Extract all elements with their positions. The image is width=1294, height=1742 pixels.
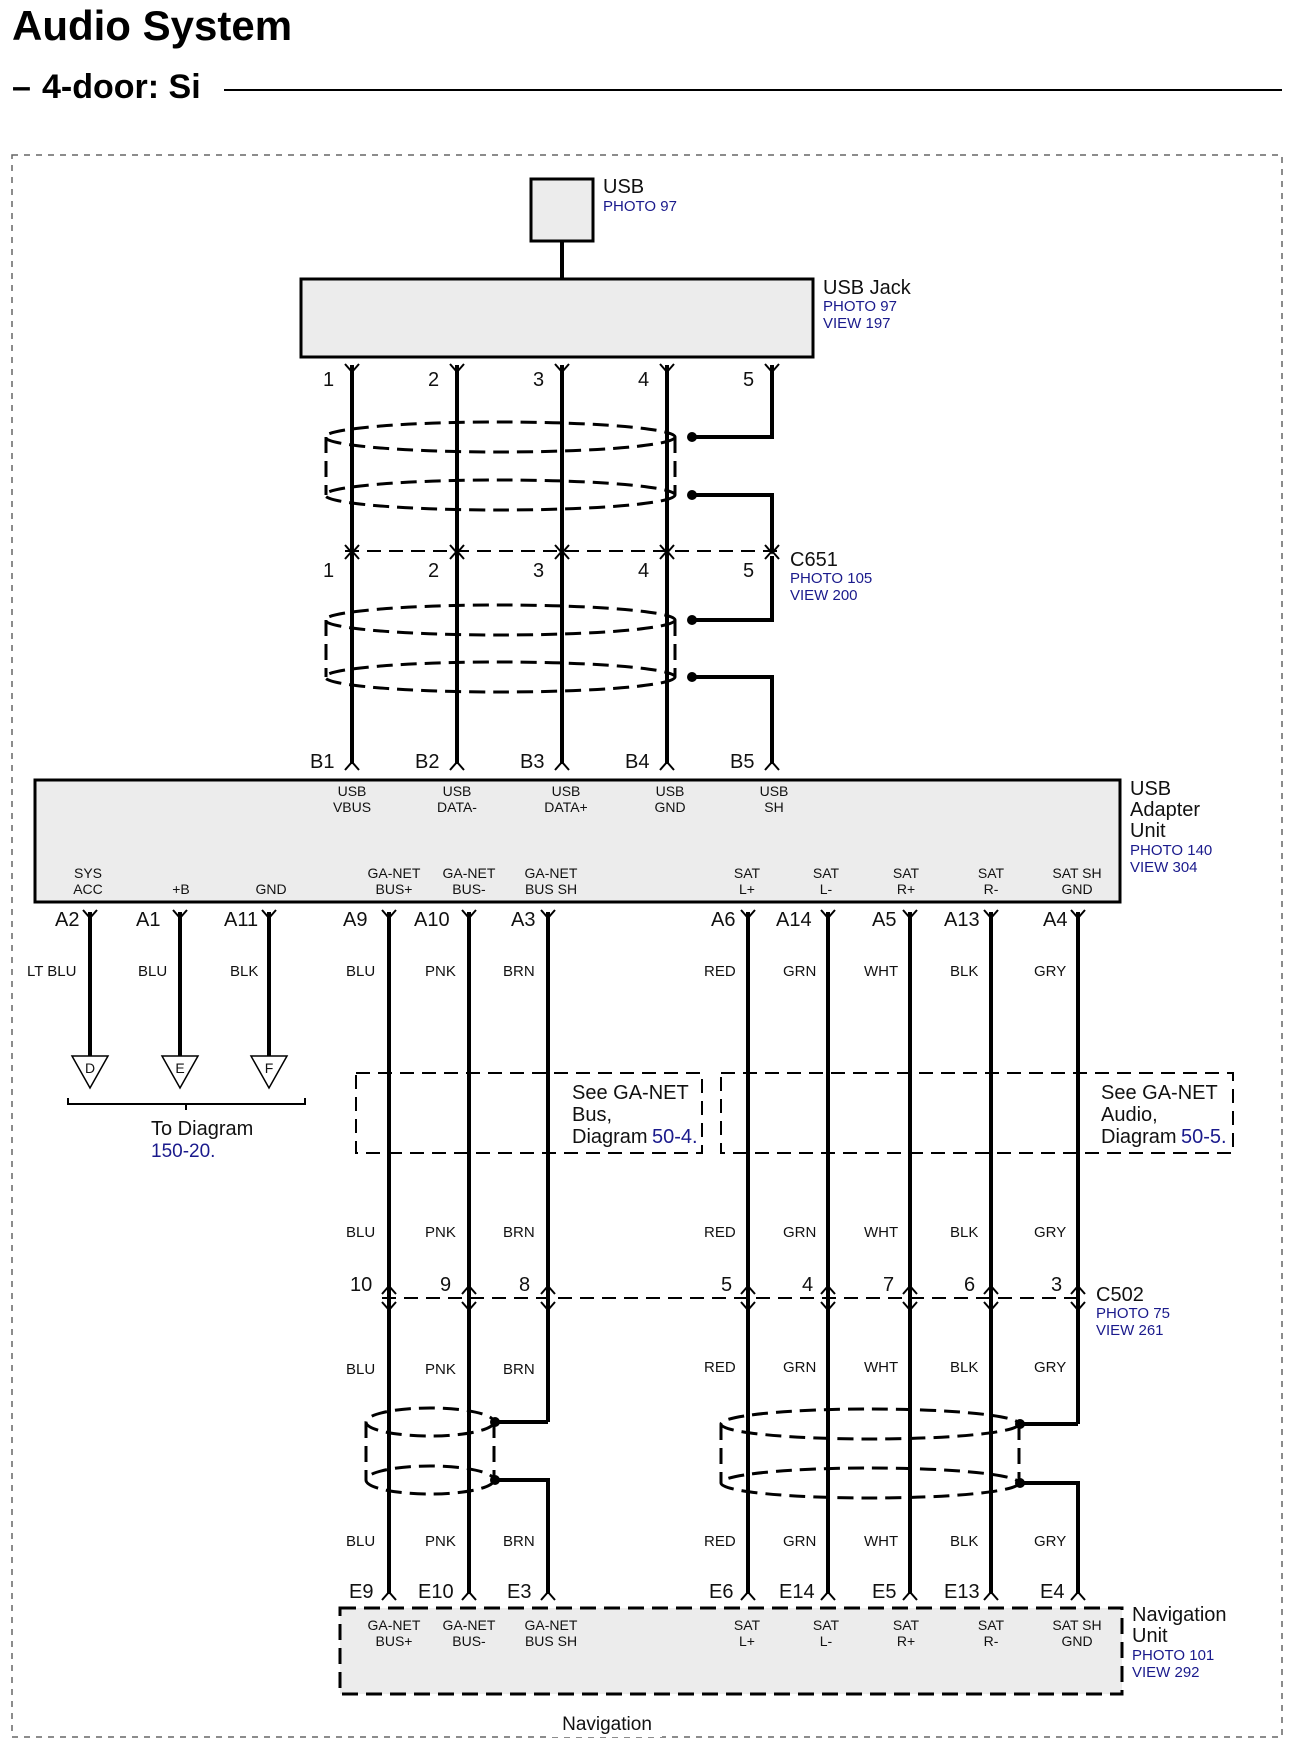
ga-net-audio-line2: Audio, xyxy=(1101,1104,1158,1126)
c502-view-ref: VIEW 261 xyxy=(1096,1322,1164,1339)
wire-color: BRN xyxy=(503,963,535,980)
wire-color: RED xyxy=(704,1533,736,1550)
ga-net-bus-line2: Bus, xyxy=(572,1104,613,1126)
wire-color: BLU xyxy=(346,963,376,980)
adapter-pin: A5 xyxy=(872,909,897,931)
c651-pin: 3 xyxy=(533,560,545,582)
c651-photo-ref: PHOTO 105 xyxy=(790,570,873,587)
wire-color: BLK xyxy=(950,963,979,980)
adapter-term: GND xyxy=(1061,881,1093,897)
adapter-term: USB xyxy=(442,783,472,799)
c502-pin: 6 xyxy=(964,1274,976,1296)
nav-label-2: Unit xyxy=(1132,1625,1168,1647)
usb-shield-upper xyxy=(325,422,697,510)
wire-colors-lower-2 xyxy=(346,1533,1066,1550)
wire-color: BRN xyxy=(503,1361,535,1378)
nav-pin: E4 xyxy=(1040,1581,1065,1603)
nav-pins xyxy=(349,1581,1064,1603)
usb-photo-ref: PHOTO 97 xyxy=(603,198,677,215)
adapter-photo-ref: PHOTO 140 xyxy=(1130,842,1213,859)
nav-term: SAT xyxy=(892,1617,920,1633)
usb-drain-wire-upper xyxy=(692,365,772,437)
nav-term: SAT SH xyxy=(1052,1617,1102,1633)
wire-color: BLU xyxy=(346,1361,376,1378)
nav-pin: E10 xyxy=(418,1581,454,1603)
wire-colors-mid xyxy=(346,1224,1066,1241)
adapter-term: R+ xyxy=(896,881,916,897)
adapter-pin: A10 xyxy=(414,909,450,931)
c502-pin: 4 xyxy=(802,1274,814,1296)
c651-pins xyxy=(323,560,754,582)
adapter-term: GA-NET xyxy=(524,865,578,881)
wire-color: PNK xyxy=(425,1361,456,1378)
adapter-pin: A2 xyxy=(55,909,80,931)
adapter-term: BUS+ xyxy=(375,881,413,897)
usb-jack-pin: 5 xyxy=(743,369,755,391)
wire-color: WHT xyxy=(864,1359,899,1376)
ga-net-audio-ref: 50-5. xyxy=(1181,1126,1227,1148)
nav-term: GND xyxy=(1061,1633,1093,1649)
ga-net-bus-ref: 50-4. xyxy=(652,1126,698,1148)
adapter-term: ACC xyxy=(73,881,103,897)
adapter-term: USB xyxy=(551,783,581,799)
nav-photo-ref: PHOTO 101 xyxy=(1132,1647,1215,1664)
nav-label-1: Navigation xyxy=(1132,1604,1227,1626)
adapter-pin: A4 xyxy=(1043,909,1068,931)
nav-term: SAT xyxy=(812,1617,840,1633)
page-subtitle-dash: – xyxy=(12,68,31,106)
adapter-pin: B2 xyxy=(415,751,440,773)
adapter-term: GA-NET xyxy=(367,865,421,881)
nav-pin: E5 xyxy=(872,1581,897,1603)
adapter-pin: A11 xyxy=(224,909,259,931)
nav-term: GA-NET xyxy=(442,1617,496,1633)
wire-color: GRN xyxy=(783,963,817,980)
c502-pin: 3 xyxy=(1051,1274,1063,1296)
adapter-term: DATA+ xyxy=(544,799,588,815)
c502-pin: 8 xyxy=(519,1274,531,1296)
adapter-pin: A3 xyxy=(511,909,536,931)
nav-term: R+ xyxy=(896,1633,916,1649)
footer-navigation-label: Navigation xyxy=(562,1714,652,1735)
adapter-term: L+ xyxy=(739,881,755,897)
usb-drain-wire-mid xyxy=(692,495,772,553)
wire-color: GRN xyxy=(783,1359,817,1376)
offpage-letter-e: E xyxy=(175,1060,185,1076)
adapter-top-terminals xyxy=(345,762,779,770)
nav-term: GA-NET xyxy=(367,1617,421,1633)
nav-term: GA-NET xyxy=(524,1617,578,1633)
nav-pin: E6 xyxy=(709,1581,734,1603)
offpage-letter-d: D xyxy=(84,1060,96,1076)
c502-pin: 10 xyxy=(350,1274,373,1296)
adapter-pin: A1 xyxy=(136,909,161,931)
adapter-term: R- xyxy=(983,881,999,897)
nav-pin: E9 xyxy=(349,1581,374,1603)
adapter-term: USB xyxy=(759,783,789,799)
adapter-view-ref: VIEW 304 xyxy=(1130,859,1198,876)
ga-net-bus-shield xyxy=(366,1408,500,1494)
wire-color: GRY xyxy=(1034,963,1067,980)
c651-label: C651 xyxy=(790,549,838,571)
usb-jack-pins xyxy=(323,369,754,391)
nav-term: BUS+ xyxy=(375,1633,413,1649)
nav-term: L- xyxy=(819,1633,833,1649)
adapter-term: SH xyxy=(764,799,784,815)
sat-audio-shield xyxy=(721,1409,1025,1498)
offpage-letter-f: F xyxy=(264,1060,274,1076)
wire-colors-lower-1 xyxy=(346,1359,1066,1378)
c651-pin: 1 xyxy=(323,560,335,582)
nav-term: BUS- xyxy=(452,1633,486,1649)
usb-jack-pin: 3 xyxy=(533,369,545,391)
to-diagram-text: To Diagram xyxy=(151,1118,254,1140)
c502-pins xyxy=(350,1274,1062,1296)
adapter-term: DATA- xyxy=(437,799,477,815)
diagram-frame xyxy=(12,155,1282,1737)
adapter-term: BUS- xyxy=(452,881,486,897)
nav-term: SAT xyxy=(733,1617,761,1633)
wire-color: BLK xyxy=(230,963,259,980)
nav-term: BUS SH xyxy=(524,1633,578,1649)
wire-color: GRY xyxy=(1034,1359,1067,1376)
adapter-pin: B1 xyxy=(310,751,335,773)
adapter-pin: B5 xyxy=(730,751,755,773)
adapter-term: SAT SH xyxy=(1052,865,1102,881)
c651-pin: 4 xyxy=(638,560,650,582)
usb-jack-photo-ref: PHOTO 97 xyxy=(823,298,897,315)
usb-shield-lower xyxy=(325,605,697,692)
adapter-pin: A14 xyxy=(776,909,812,931)
adapter-term: SYS xyxy=(73,865,103,881)
c502-pin: 5 xyxy=(721,1274,733,1296)
offpage-bracket xyxy=(68,1098,305,1110)
c502-pin: 9 xyxy=(440,1274,452,1296)
ga-net-bus-line3: Diagram xyxy=(572,1126,648,1148)
adapter-term: VBUS xyxy=(332,799,372,815)
ga-net-audio-line3: Diagram xyxy=(1101,1126,1177,1148)
adapter-term: SAT xyxy=(977,865,1005,881)
wire-color: PNK xyxy=(425,963,456,980)
wire-color: BLU xyxy=(346,1533,376,1550)
adapter-term: GA-NET xyxy=(442,865,496,881)
usb-jack-pin: 4 xyxy=(638,369,650,391)
nav-pin: E14 xyxy=(779,1581,815,1603)
nav-view-ref: VIEW 292 xyxy=(1132,1664,1200,1681)
wire-color: WHT xyxy=(864,963,899,980)
nav-pin: E3 xyxy=(507,1581,532,1603)
nav-term: SAT xyxy=(977,1617,1005,1633)
wire-color: BLK xyxy=(950,1359,979,1376)
ga-net-bus-line1: See GA-NET xyxy=(572,1082,689,1104)
adapter-term: GND xyxy=(255,881,287,897)
adapter-term: SAT xyxy=(733,865,761,881)
usb-jack-pin: 2 xyxy=(428,369,440,391)
adapter-pin: A6 xyxy=(711,909,736,931)
adapter-term: L- xyxy=(819,881,833,897)
nav-term: R- xyxy=(983,1633,999,1649)
usb-jack-pin: 1 xyxy=(323,369,335,391)
adapter-term: USB xyxy=(655,783,685,799)
c651-pin: 5 xyxy=(743,560,755,582)
usb-drain-wire-lower-a xyxy=(692,556,772,620)
adapter-term: BUS SH xyxy=(524,881,578,897)
adapter-label-2: Adapter xyxy=(1130,799,1201,821)
adapter-term: GND xyxy=(654,799,686,815)
wire-color: BRN xyxy=(503,1533,535,1550)
wire-color: PNK xyxy=(425,1224,456,1241)
adapter-term: USB xyxy=(337,783,367,799)
c502-label: C502 xyxy=(1096,1284,1144,1306)
nav-term: L+ xyxy=(739,1633,755,1649)
wire-color: RED xyxy=(704,963,736,980)
wire-color: WHT xyxy=(864,1533,899,1550)
wire-color: PNK xyxy=(425,1533,456,1550)
wire-color: BLU xyxy=(138,963,168,980)
usb-jack-box xyxy=(301,279,813,357)
adapter-top-pins xyxy=(310,751,754,773)
wire-color: BLK xyxy=(950,1224,979,1241)
c651-pin: 2 xyxy=(428,560,440,582)
wire-color: GRY xyxy=(1034,1224,1067,1241)
wire-color: RED xyxy=(704,1359,736,1376)
c502-photo-ref: PHOTO 75 xyxy=(1096,1305,1170,1322)
to-diagram-ref: 150-20. xyxy=(151,1141,216,1162)
wire-color: BRN xyxy=(503,1224,535,1241)
wire-color: GRN xyxy=(783,1224,817,1241)
adapter-term: SAT xyxy=(812,865,840,881)
nav-pin: E13 xyxy=(944,1581,980,1603)
adapter-pin: B4 xyxy=(625,751,650,773)
wire-color: WHT xyxy=(864,1224,899,1241)
wire-color: GRY xyxy=(1034,1533,1067,1550)
adapter-pin: B3 xyxy=(520,751,545,773)
adapter-pin: A13 xyxy=(944,909,980,931)
adapter-term: SAT xyxy=(892,865,920,881)
c651-view-ref: VIEW 200 xyxy=(790,587,858,604)
usb-jack-label: USB Jack xyxy=(823,277,911,299)
wire-color: BLK xyxy=(950,1533,979,1550)
wire-color: LT BLU xyxy=(27,963,77,980)
wire-color: BLU xyxy=(346,1224,376,1241)
ga-net-audio-line1: See GA-NET xyxy=(1101,1082,1218,1104)
signal-wires xyxy=(389,912,1078,1594)
adapter-label-3: Unit xyxy=(1130,820,1166,842)
adapter-label-1: USB xyxy=(1130,778,1172,800)
usb-jack-view-ref: VIEW 197 xyxy=(823,315,891,332)
adapter-term: +B xyxy=(172,881,190,897)
page-title: Audio System xyxy=(12,2,293,49)
wire-color: GRN xyxy=(783,1533,817,1550)
usb-connector xyxy=(531,179,593,241)
wire-color: RED xyxy=(704,1224,736,1241)
c502-pin: 7 xyxy=(883,1274,895,1296)
adapter-pin: A9 xyxy=(343,909,368,931)
usb-label: USB xyxy=(603,176,645,198)
page-subtitle: 4-door: Si xyxy=(42,68,201,106)
